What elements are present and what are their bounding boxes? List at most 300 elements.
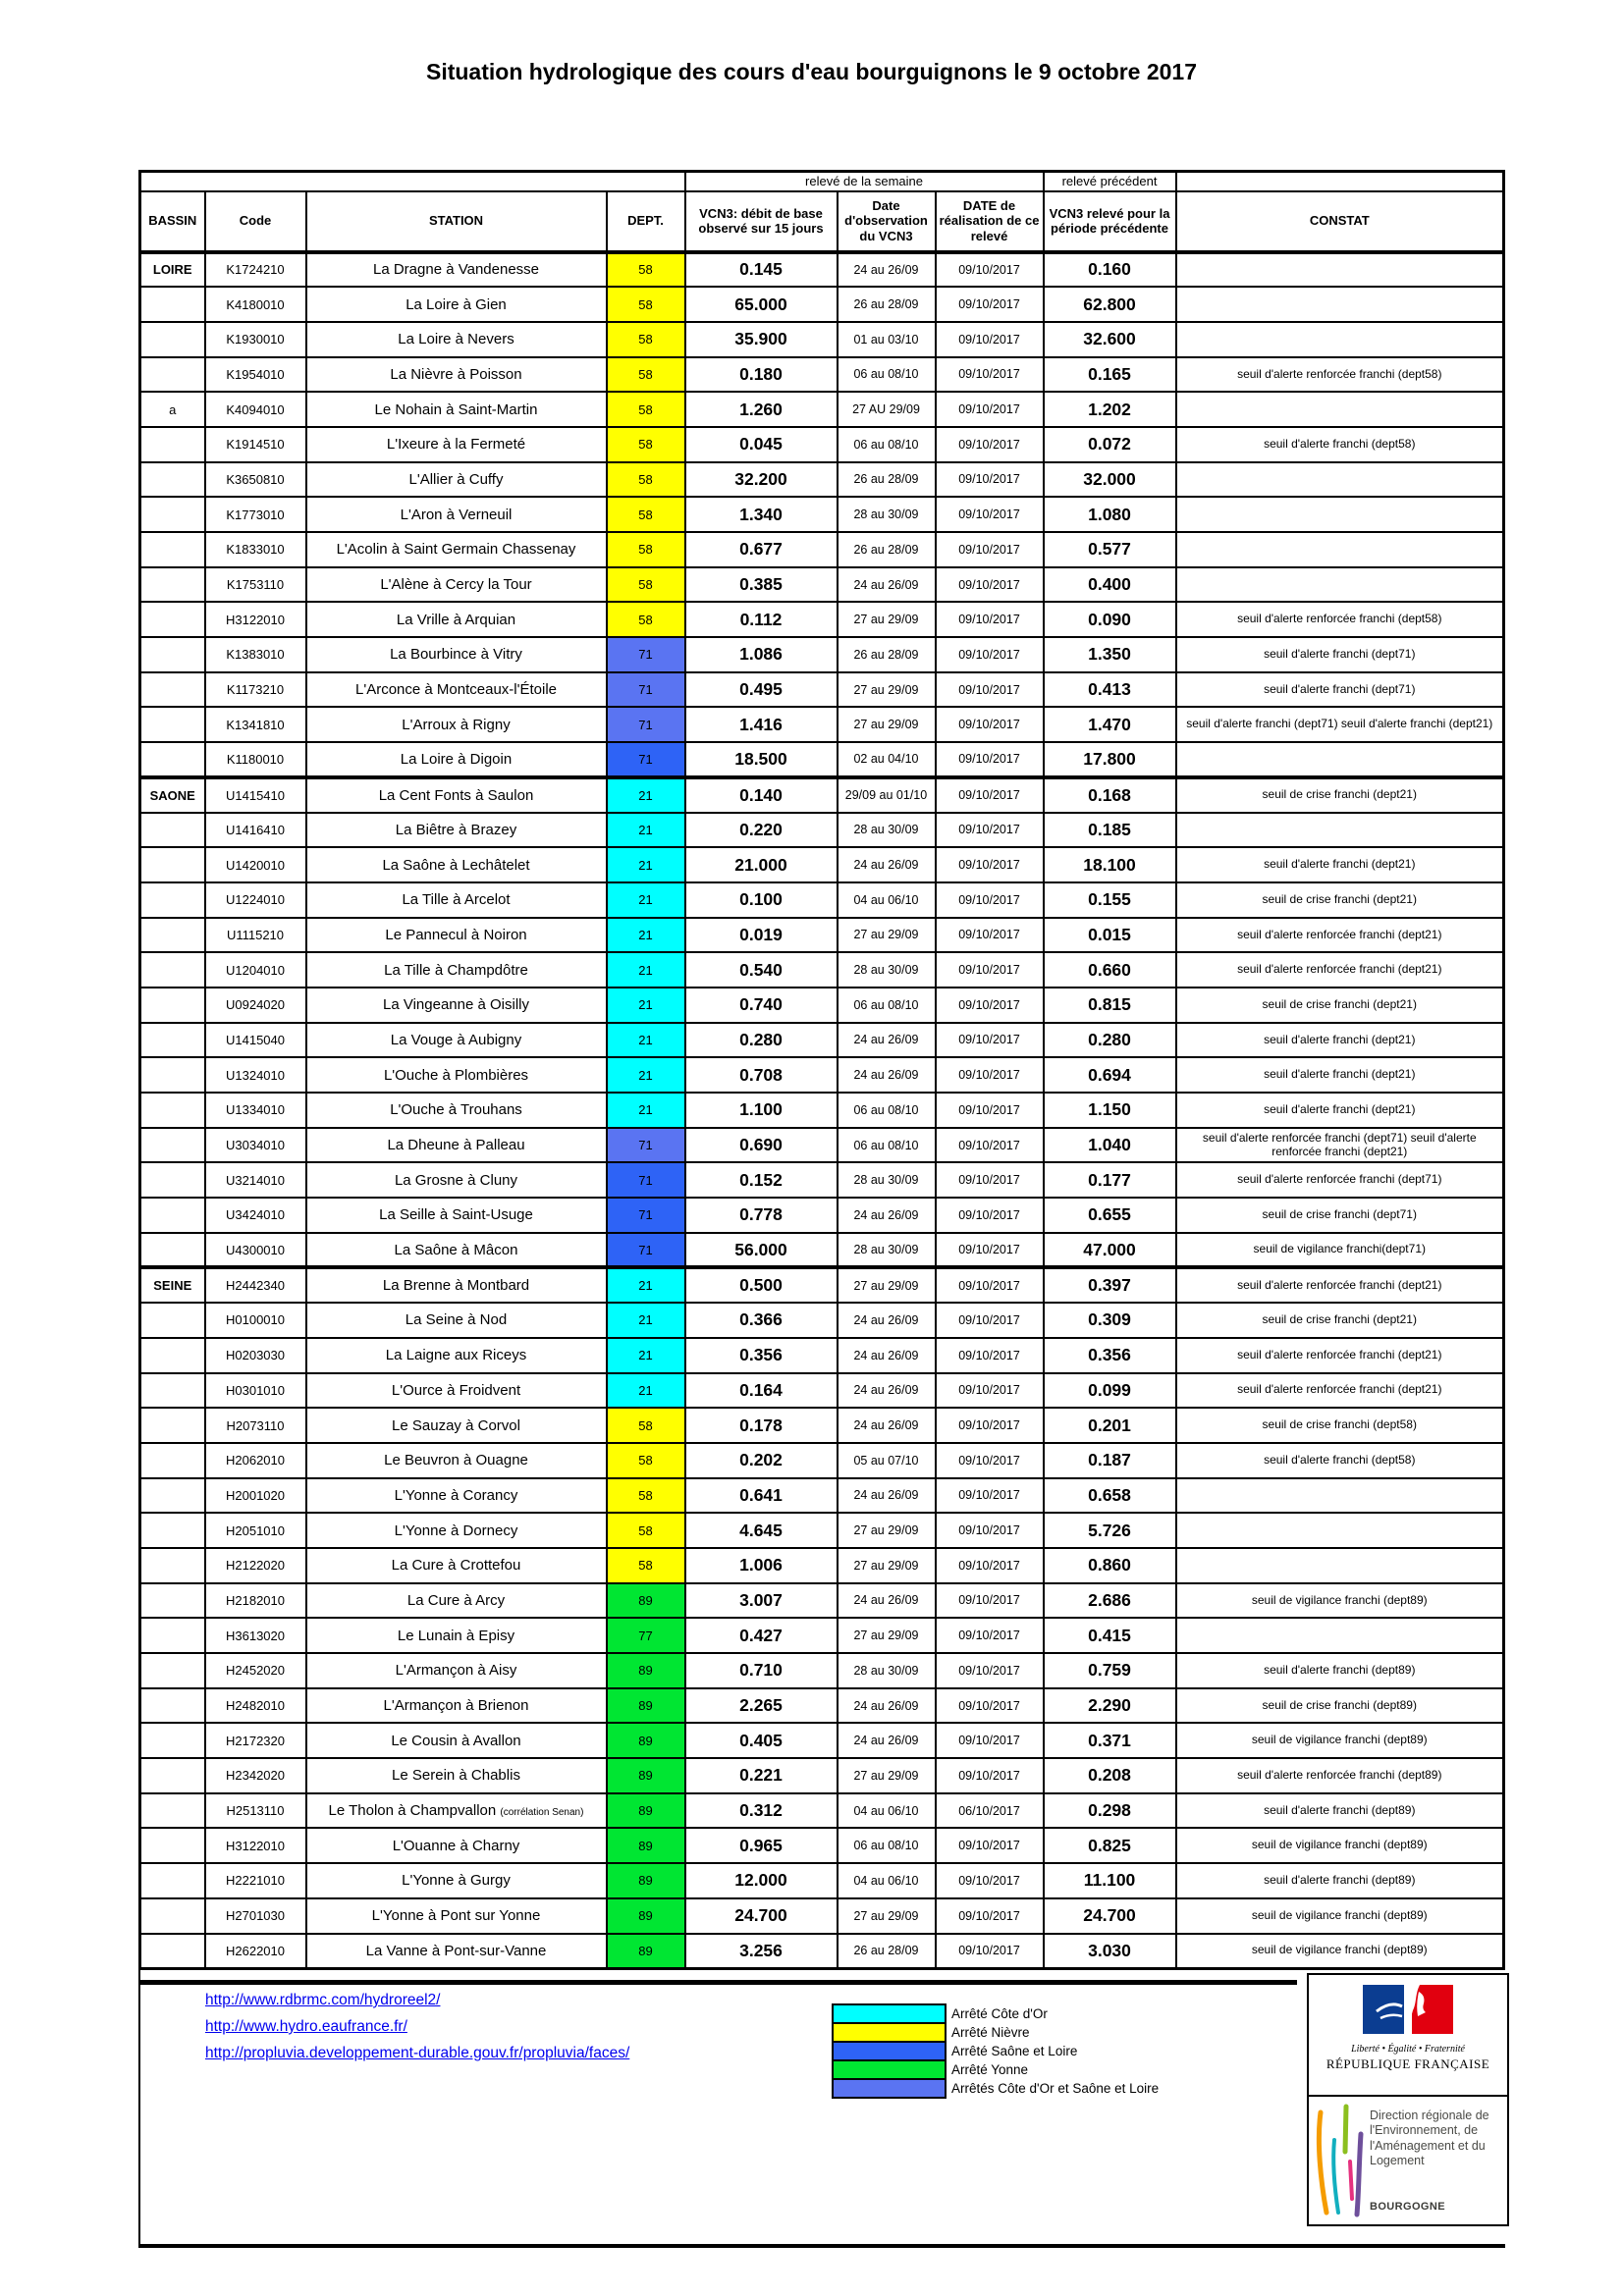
cell-date-obs: 26 au 28/09 <box>838 532 936 567</box>
cell-station <box>306 988 607 1023</box>
cell-vcn3-prev: 0.187 <box>1044 1443 1176 1478</box>
cell-vcn3: 0.690 <box>685 1128 838 1163</box>
cell-vcn3: 0.366 <box>685 1303 838 1338</box>
cell-vcn3: 1.340 <box>685 497 838 532</box>
table-row <box>140 1723 1504 1758</box>
cell-vcn3: 0.178 <box>685 1408 838 1443</box>
cell-constat: seuil de crise franchi (dept21) <box>1176 988 1504 1023</box>
table-row <box>140 287 1504 322</box>
cell-constat: seuil de crise franchi (dept71) <box>1176 1198 1504 1233</box>
cell-vcn3-prev: 0.371 <box>1044 1723 1176 1758</box>
table-row <box>140 1128 1504 1163</box>
cell-vcn3: 0.405 <box>685 1723 838 1758</box>
cell-date-real: 09/10/2017 <box>936 742 1044 777</box>
cell-constat <box>1176 532 1504 567</box>
cell-vcn3: 0.140 <box>685 777 838 813</box>
cell-station <box>306 1408 607 1443</box>
cell-date-obs: 28 au 30/09 <box>838 1653 936 1688</box>
station-name: La Biêtre à Brazey <box>395 821 517 838</box>
cell-vcn3-prev: 18.100 <box>1044 847 1176 882</box>
cell-vcn3-prev: 0.825 <box>1044 1828 1176 1863</box>
station-name: L'Aron à Verneuil <box>400 506 513 523</box>
cell-constat: seuil d'alerte renforcée franchi (dept21) <box>1176 1373 1504 1409</box>
cell-date-real: 09/10/2017 <box>936 1023 1044 1058</box>
table-row <box>140 707 1504 742</box>
cell-vcn3-prev: 0.280 <box>1044 1023 1176 1058</box>
cell-constat: seuil d'alerte franchi (dept58) <box>1176 427 1504 462</box>
station-name: La Saône à Lechâtelet <box>382 856 530 874</box>
cell-station <box>306 1618 607 1653</box>
cell-dept: 71 <box>607 1162 685 1198</box>
cell-vcn3-prev: 0.160 <box>1044 252 1176 288</box>
cell-station <box>306 1338 607 1373</box>
cell-date-obs: 28 au 30/09 <box>838 1162 936 1198</box>
cell-station <box>306 602 607 637</box>
footer-links <box>205 1992 629 2062</box>
cell-vcn3: 0.152 <box>685 1162 838 1198</box>
cell-vcn3: 1.086 <box>685 637 838 672</box>
cell-bassin <box>140 1128 205 1163</box>
cell-date-obs: 06 au 08/10 <box>838 988 936 1023</box>
table-row <box>140 1303 1504 1338</box>
cell-code: H2051010 <box>205 1513 306 1548</box>
station-name: La Seille à Saint-Usuge <box>379 1206 533 1224</box>
cell-date-obs: 27 au 29/09 <box>838 1618 936 1653</box>
cell-station <box>306 287 607 322</box>
cell-constat: seuil d'alerte franchi (dept21) <box>1176 847 1504 882</box>
cell-constat: seuil de vigilance franchi (dept89) <box>1176 1723 1504 1758</box>
table-row <box>140 1478 1504 1514</box>
cell-vcn3: 0.045 <box>685 427 838 462</box>
station-name: Le Beuvron à Ouagne <box>384 1452 528 1469</box>
cell-vcn3-prev: 3.030 <box>1044 1934 1176 1969</box>
cell-code: K1833010 <box>205 532 306 567</box>
cell-vcn3-prev: 1.350 <box>1044 637 1176 672</box>
cell-vcn3: 0.710 <box>685 1653 838 1688</box>
cell-code: H2062010 <box>205 1443 306 1478</box>
cell-vcn3-prev: 0.099 <box>1044 1373 1176 1409</box>
cell-code: K1914510 <box>205 427 306 462</box>
footer-link[interactable]: http://www.rdbrmc.com/hydroreel2/ <box>205 1992 441 2008</box>
cell-constat: seuil de vigilance franchi (dept89) <box>1176 1934 1504 1969</box>
cell-station <box>306 847 607 882</box>
cell-vcn3: 0.221 <box>685 1758 838 1793</box>
cell-bassin <box>140 1443 205 1478</box>
cell-vcn3-prev: 0.694 <box>1044 1057 1176 1093</box>
cell-station <box>306 1934 607 1969</box>
cell-vcn3-prev: 47.000 <box>1044 1233 1176 1268</box>
cell-vcn3: 24.700 <box>685 1898 838 1934</box>
cell-date-real: 09/10/2017 <box>936 497 1044 532</box>
legend-label: Arrêté Yonne <box>951 2062 1029 2077</box>
cell-vcn3-prev: 5.726 <box>1044 1513 1176 1548</box>
footer-link[interactable]: http://propluvia.developpement-durable.gouv.fr/propluvia/faces/ <box>205 2045 630 2061</box>
station-name: La Nièvre à Poisson <box>390 365 522 383</box>
table-row <box>140 322 1504 357</box>
cell-dept: 21 <box>607 813 685 848</box>
dreal-strokes-icon <box>1313 2101 1368 2218</box>
cell-station <box>306 1863 607 1898</box>
cell-station <box>306 1478 607 1514</box>
cell-station <box>306 777 607 813</box>
cell-dept: 71 <box>607 742 685 777</box>
cell-station <box>306 1793 607 1829</box>
cell-vcn3-prev: 0.400 <box>1044 567 1176 603</box>
station-name: L'Ouche à Trouhans <box>390 1101 522 1119</box>
cell-dept: 89 <box>607 1758 685 1793</box>
cell-station <box>306 1758 607 1793</box>
cell-constat: seuil d'alerte franchi (dept21) <box>1176 1057 1504 1093</box>
cell-station <box>306 637 607 672</box>
cell-station <box>306 1898 607 1934</box>
cell-date-real: 09/10/2017 <box>936 637 1044 672</box>
table-row <box>140 1338 1504 1373</box>
station-name: L'Ouanne à Charny <box>392 1837 520 1854</box>
cell-date-real: 09/10/2017 <box>936 1128 1044 1163</box>
cell-station <box>306 1198 607 1233</box>
cell-bassin <box>140 707 205 742</box>
cell-date-real: 09/10/2017 <box>936 918 1044 953</box>
cell-station <box>306 952 607 988</box>
station-name: La Grosne à Cluny <box>394 1171 518 1189</box>
banner-releve-precedent: relevé précédent <box>1044 172 1176 191</box>
cell-code: H2482010 <box>205 1688 306 1724</box>
cell-date-obs: 27 AU 29/09 <box>838 392 936 427</box>
cell-constat <box>1176 1478 1504 1514</box>
cell-vcn3: 0.495 <box>685 672 838 708</box>
station-name: La Cure à Arcy <box>406 1591 506 1609</box>
cell-constat <box>1176 462 1504 498</box>
cell-date-obs: 05 au 07/10 <box>838 1443 936 1478</box>
legend-swatch <box>832 2041 947 2061</box>
cell-bassin <box>140 1478 205 1514</box>
cell-bassin <box>140 882 205 918</box>
cell-date-real: 09/10/2017 <box>936 1934 1044 1969</box>
cell-bassin <box>140 1793 205 1829</box>
cell-station <box>306 1303 607 1338</box>
table-row <box>140 813 1504 848</box>
cell-bassin: SEINE <box>140 1267 205 1303</box>
banner-spacer-right <box>1176 172 1504 191</box>
cell-date-real: 09/10/2017 <box>936 602 1044 637</box>
cell-code: H3122010 <box>205 1828 306 1863</box>
cell-dept: 21 <box>607 1303 685 1338</box>
cell-station <box>306 532 607 567</box>
cell-constat: seuil d'alerte franchi (dept21) <box>1176 1023 1504 1058</box>
station-name: Le Pannecul à Noiron <box>385 926 527 943</box>
cell-date-obs: 24 au 26/09 <box>838 1408 936 1443</box>
banner-releve-semaine: relevé de la semaine <box>685 172 1044 191</box>
cell-date-obs: 06 au 08/10 <box>838 1128 936 1163</box>
cell-vcn3-prev: 0.860 <box>1044 1548 1176 1583</box>
cell-date-real: 09/10/2017 <box>936 1583 1044 1619</box>
cell-date-obs: 04 au 06/10 <box>838 1793 936 1829</box>
cell-date-obs: 28 au 30/09 <box>838 1233 936 1268</box>
cell-bassin: SAONE <box>140 777 205 813</box>
cell-vcn3-prev: 0.658 <box>1044 1478 1176 1514</box>
cell-vcn3: 4.645 <box>685 1513 838 1548</box>
cell-dept: 58 <box>607 497 685 532</box>
cell-constat: seuil de vigilance franchi (dept89) <box>1176 1583 1504 1619</box>
station-name: La Dragne à Vandenesse <box>372 261 539 279</box>
station-name: La Cent Fonts à Saulon <box>378 786 534 804</box>
cell-code: H2001020 <box>205 1478 306 1514</box>
cell-vcn3-prev: 2.686 <box>1044 1583 1176 1619</box>
cell-vcn3: 12.000 <box>685 1863 838 1898</box>
cell-dept: 58 <box>607 462 685 498</box>
cell-vcn3: 2.265 <box>685 1688 838 1724</box>
cell-constat: seuil de vigilance franchi (dept89) <box>1176 1828 1504 1863</box>
cell-bassin <box>140 602 205 637</box>
cell-code: U3034010 <box>205 1128 306 1163</box>
table-row <box>140 1828 1504 1863</box>
cell-date-real: 09/10/2017 <box>936 1443 1044 1478</box>
cell-date-obs: 28 au 30/09 <box>838 813 936 848</box>
logo-box <box>1307 1973 1509 2226</box>
rf-name: RÉPUBLIQUE FRANÇAISE <box>1325 2056 1490 2071</box>
cell-bassin <box>140 497 205 532</box>
cell-date-obs: 29/09 au 01/10 <box>838 777 936 813</box>
cell-dept: 21 <box>607 847 685 882</box>
cell-date-obs: 04 au 06/10 <box>838 1863 936 1898</box>
cell-vcn3-prev: 0.397 <box>1044 1267 1176 1303</box>
station-name: L'Allier à Cuffy <box>408 470 504 488</box>
cell-station <box>306 1443 607 1478</box>
cell-station <box>306 707 607 742</box>
cell-constat: seuil d'alerte renforcée franchi (dept71) seuil d'alerte renforcée franchi (dept21) <box>1176 1128 1504 1163</box>
cell-station <box>306 567 607 603</box>
cell-vcn3: 0.965 <box>685 1828 838 1863</box>
cell-station <box>306 462 607 498</box>
cell-date-real: 09/10/2017 <box>936 567 1044 603</box>
cell-date-real: 09/10/2017 <box>936 1688 1044 1724</box>
cell-vcn3-prev: 0.165 <box>1044 357 1176 393</box>
footer-link[interactable]: http://www.hydro.eaufrance.fr/ <box>205 2018 407 2035</box>
cell-code: H2122020 <box>205 1548 306 1583</box>
cell-station <box>306 1057 607 1093</box>
cell-vcn3-prev: 1.150 <box>1044 1093 1176 1128</box>
cell-bassin <box>140 1898 205 1934</box>
cell-vcn3-prev: 32.000 <box>1044 462 1176 498</box>
cell-bassin <box>140 1408 205 1443</box>
cell-code: H0301010 <box>205 1373 306 1409</box>
cell-code: K1383010 <box>205 637 306 672</box>
cell-date-real: 09/10/2017 <box>936 357 1044 393</box>
cell-constat: seuil de vigilance franchi(dept71) <box>1176 1233 1504 1268</box>
cell-vcn3-prev: 0.655 <box>1044 1198 1176 1233</box>
cell-constat: seuil d'alerte renforcée franchi (dept58) <box>1176 357 1504 393</box>
cell-bassin <box>140 1513 205 1548</box>
cell-bassin <box>140 672 205 708</box>
cell-vcn3: 0.385 <box>685 567 838 603</box>
cell-date-real: 09/10/2017 <box>936 847 1044 882</box>
station-name: La Loire à Digoin <box>400 750 513 768</box>
cell-code: K1341810 <box>205 707 306 742</box>
cell-bassin <box>140 1723 205 1758</box>
cell-vcn3: 0.280 <box>685 1023 838 1058</box>
cell-constat <box>1176 287 1504 322</box>
cell-dept: 71 <box>607 1128 685 1163</box>
cell-date-obs: 28 au 30/09 <box>838 497 936 532</box>
cell-vcn3: 0.356 <box>685 1338 838 1373</box>
table-body <box>140 252 1504 1969</box>
cell-date-real: 09/10/2017 <box>936 1828 1044 1863</box>
cell-bassin <box>140 1338 205 1373</box>
table-row <box>140 847 1504 882</box>
cell-vcn3: 3.256 <box>685 1934 838 1969</box>
station-name: La Bourbince à Vitry <box>390 646 522 664</box>
cell-vcn3-prev: 1.202 <box>1044 392 1176 427</box>
cell-vcn3: 56.000 <box>685 1233 838 1268</box>
cell-station <box>306 322 607 357</box>
cell-code: H2622010 <box>205 1934 306 1969</box>
cell-vcn3-prev: 0.413 <box>1044 672 1176 708</box>
cell-code: H2182010 <box>205 1583 306 1619</box>
station-name: Le Cousin à Avallon <box>391 1732 521 1749</box>
cell-station <box>306 1653 607 1688</box>
cell-date-obs: 24 au 26/09 <box>838 1478 936 1514</box>
table-row <box>140 1162 1504 1198</box>
cell-date-obs: 24 au 26/09 <box>838 1373 936 1409</box>
cell-vcn3: 0.100 <box>685 882 838 918</box>
cell-constat: seuil de crise franchi (dept89) <box>1176 1688 1504 1724</box>
station-name: La Vingeanne à Oisilly <box>383 996 529 1014</box>
legend-swatch <box>832 2003 947 2024</box>
legend-item <box>832 2078 1159 2099</box>
col-header-date-obs: Date d'observation du VCN3 <box>838 191 936 252</box>
cell-constat <box>1176 392 1504 427</box>
cell-code: H2172320 <box>205 1723 306 1758</box>
col-header-code: Code <box>205 191 306 252</box>
cell-dept: 89 <box>607 1934 685 1969</box>
cell-bassin <box>140 847 205 882</box>
cell-dept: 89 <box>607 1653 685 1688</box>
cell-bassin <box>140 742 205 777</box>
station-name: Le Lunain à Episy <box>397 1627 515 1644</box>
table-row <box>140 1898 1504 1934</box>
cell-date-real: 09/10/2017 <box>936 427 1044 462</box>
table-row <box>140 742 1504 777</box>
col-header-date-real: DATE de réalisation de ce relevé <box>936 191 1044 252</box>
cell-date-real: 09/10/2017 <box>936 1162 1044 1198</box>
table-row <box>140 1198 1504 1233</box>
table-row <box>140 1023 1504 1058</box>
cell-vcn3-prev: 0.660 <box>1044 952 1176 988</box>
cell-bassin <box>140 813 205 848</box>
cell-constat: seuil d'alerte renforcée franchi (dept89) <box>1176 1758 1504 1793</box>
cell-dept: 58 <box>607 567 685 603</box>
footer <box>138 1970 1505 2248</box>
cell-code: H2073110 <box>205 1408 306 1443</box>
table-row <box>140 1653 1504 1688</box>
legend-swatch <box>832 2059 947 2080</box>
cell-date-real: 09/10/2017 <box>936 988 1044 1023</box>
cell-dept: 21 <box>607 777 685 813</box>
cell-dept: 71 <box>607 637 685 672</box>
table-row <box>140 1618 1504 1653</box>
cell-vcn3-prev: 17.800 <box>1044 742 1176 777</box>
cell-code: U4300010 <box>205 1233 306 1268</box>
station-name: La Cure à Crottefou <box>391 1557 521 1575</box>
cell-vcn3: 0.164 <box>685 1373 838 1409</box>
cell-dept: 58 <box>607 287 685 322</box>
cell-bassin <box>140 1583 205 1619</box>
table-row <box>140 1057 1504 1093</box>
cell-date-real: 09/10/2017 <box>936 1373 1044 1409</box>
cell-station <box>306 392 607 427</box>
cell-vcn3: 21.000 <box>685 847 838 882</box>
cell-vcn3-prev: 0.577 <box>1044 532 1176 567</box>
cell-date-obs: 27 au 29/09 <box>838 1513 936 1548</box>
cell-vcn3-prev: 0.208 <box>1044 1758 1176 1793</box>
cell-code: U1415410 <box>205 777 306 813</box>
cell-bassin: a <box>140 392 205 427</box>
cell-vcn3: 0.202 <box>685 1443 838 1478</box>
station-name: L'Arconce à Montceaux-l'Étoile <box>355 681 557 699</box>
table-row <box>140 918 1504 953</box>
cell-date-obs: 24 au 26/09 <box>838 1198 936 1233</box>
cell-date-real: 09/10/2017 <box>936 392 1044 427</box>
cell-constat: seuil d'alerte franchi (dept89) <box>1176 1793 1504 1829</box>
cell-bassin <box>140 427 205 462</box>
cell-date-obs: 24 au 26/09 <box>838 1023 936 1058</box>
table-row <box>140 1934 1504 1969</box>
cell-constat: seuil d'alerte renforcée franchi (dept71) <box>1176 1162 1504 1198</box>
cell-constat: seuil d'alerte renforcée franchi (dept58) <box>1176 602 1504 637</box>
cell-vcn3: 1.416 <box>685 707 838 742</box>
cell-vcn3-prev: 62.800 <box>1044 287 1176 322</box>
station-name: La Dheune à Palleau <box>387 1137 525 1154</box>
station-name: L'Yonne à Corancy <box>394 1486 518 1504</box>
cell-vcn3: 35.900 <box>685 322 838 357</box>
cell-vcn3-prev: 0.415 <box>1044 1618 1176 1653</box>
cell-date-real: 09/10/2017 <box>936 1653 1044 1688</box>
table-row <box>140 1583 1504 1619</box>
cell-code: H0100010 <box>205 1303 306 1338</box>
cell-bassin <box>140 1303 205 1338</box>
cell-date-real: 09/10/2017 <box>936 882 1044 918</box>
cell-vcn3-prev: 11.100 <box>1044 1863 1176 1898</box>
cell-vcn3-prev: 24.700 <box>1044 1898 1176 1934</box>
cell-station <box>306 1373 607 1409</box>
table-row <box>140 1408 1504 1443</box>
cell-constat <box>1176 742 1504 777</box>
cell-date-real: 09/10/2017 <box>936 1057 1044 1093</box>
cell-date-real: 09/10/2017 <box>936 1898 1044 1934</box>
station-name: L'Acolin à Saint Germain Chassenay <box>336 541 576 559</box>
cell-constat: seuil d'alerte renforcée franchi (dept21) <box>1176 1338 1504 1373</box>
cell-constat: seuil d'alerte renforcée franchi (dept21) <box>1176 952 1504 988</box>
cell-date-obs: 27 au 29/09 <box>838 602 936 637</box>
cell-dept: 21 <box>607 952 685 988</box>
station-name: La Vouge à Aubigny <box>390 1031 522 1048</box>
cell-date-real: 09/10/2017 <box>936 813 1044 848</box>
cell-date-real: 09/10/2017 <box>936 532 1044 567</box>
cell-dept: 21 <box>607 1338 685 1373</box>
cell-date-real: 09/10/2017 <box>936 462 1044 498</box>
cell-date-real: 09/10/2017 <box>936 1618 1044 1653</box>
banner-row <box>140 172 1504 191</box>
cell-code: U1334010 <box>205 1093 306 1128</box>
cell-vcn3-prev: 0.298 <box>1044 1793 1176 1829</box>
cell-vcn3-prev: 0.201 <box>1044 1408 1176 1443</box>
table-row <box>140 392 1504 427</box>
cell-code: U0924020 <box>205 988 306 1023</box>
cell-vcn3: 0.112 <box>685 602 838 637</box>
cell-bassin <box>140 1233 205 1268</box>
footer-divider <box>140 1980 1297 1985</box>
cell-date-obs: 06 au 08/10 <box>838 1828 936 1863</box>
